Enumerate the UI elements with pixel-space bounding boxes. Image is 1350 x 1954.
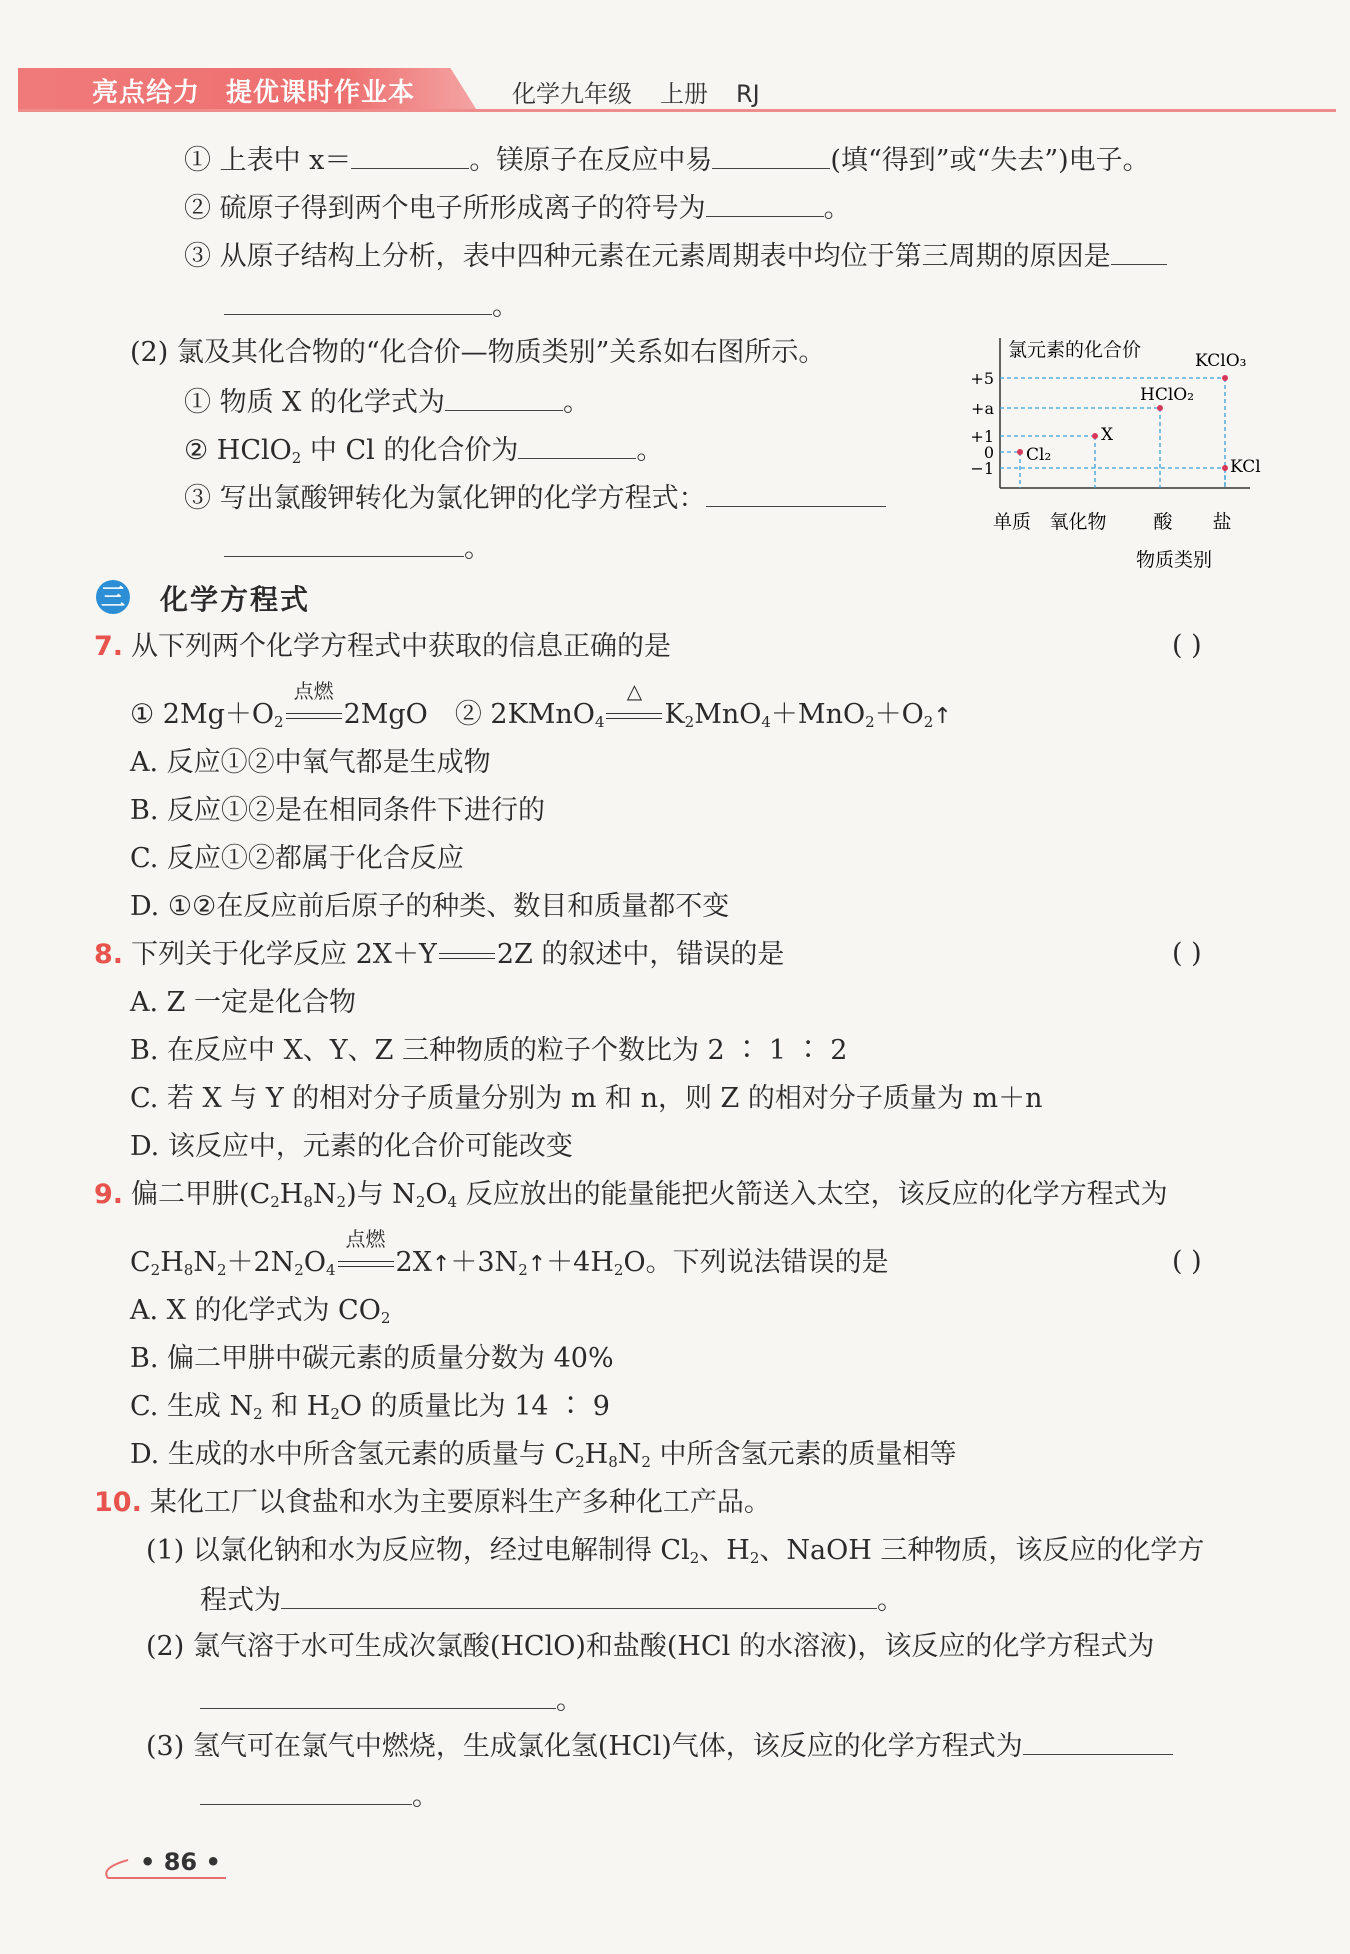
q9-option-d[interactable]: D. 生成的水中所含氢元素的质量与 $C_2H_8N_2$ 中所含氢元素的质量相等 xyxy=(130,1439,957,1471)
q6-sub2 xyxy=(184,190,851,226)
q6-sub1-a: ① 上表中 x＝ xyxy=(184,145,352,176)
reaction-condition xyxy=(604,679,664,732)
q8-option-d[interactable]: D. 该反应中，元素的化合价可能改变 xyxy=(130,1131,573,1162)
page-number: • 86 • xyxy=(140,1848,221,1876)
q7-stem-text: 从下列两个化学方程式中获取的信息正确的是 xyxy=(131,631,672,662)
gas-arrow-icon: ↑ xyxy=(431,1252,451,1277)
point-label: HClO₂ xyxy=(1140,385,1195,405)
brand-series: 提优课时作业本 xyxy=(226,78,416,108)
header-subject xyxy=(512,74,788,109)
subject-volume: 上册 xyxy=(660,80,708,108)
q8-option-b[interactable]: B. 在反应中 X、Y、Z 三种物质的粒子个数比为 2 ∶ 1 ∶ 2 xyxy=(130,1035,848,1066)
period: 。 xyxy=(492,291,519,322)
y-tick-labels xyxy=(970,369,994,478)
header-rule xyxy=(18,109,1336,112)
answer-blank[interactable] xyxy=(351,142,469,169)
point-label: Cl₂ xyxy=(1026,445,1052,465)
q10-stem-text: 某化工厂以食盐和水为主要原料生产多种化工产品。 xyxy=(149,1487,771,1518)
q10-part1-cont xyxy=(200,1582,904,1618)
y-tick-label: +5 xyxy=(970,369,994,388)
q9-equation: $C_2H_8N_2+2N_2O_4$ 点燃 $2X↑+3N_2↑+4H_2O$。下列说法错误的是 xyxy=(130,1246,889,1287)
answer-blank[interactable] xyxy=(1023,1728,1173,1755)
period: 。 xyxy=(412,1781,439,1812)
brand-name: 亮点给力 xyxy=(92,78,201,108)
question-number: 10. xyxy=(94,1487,142,1518)
answer-blank[interactable] xyxy=(706,480,886,507)
x-tick-label: 单质 xyxy=(992,511,1032,533)
y-tick-label: −1 xyxy=(970,459,994,478)
q8-stem-b: 2Z 的叙述中，错误的是 xyxy=(496,939,785,970)
data-points xyxy=(1017,351,1261,477)
x-tick-label: 酸 xyxy=(1153,511,1173,533)
question-number: 8. xyxy=(94,939,124,970)
q10-part2-cont xyxy=(200,1682,583,1718)
gas-arrow-icon: ↑ xyxy=(933,704,952,729)
reaction-condition xyxy=(284,679,344,732)
answer-blank[interactable] xyxy=(445,384,563,411)
q6-part2-sub2 xyxy=(184,432,663,475)
data-point xyxy=(1222,465,1228,471)
period: 。 xyxy=(556,1685,583,1716)
q6-part2-sub3-cont xyxy=(224,530,491,566)
subject-grade: 化学九年级 xyxy=(512,80,632,108)
q6-part2: (2) 氯及其化合物的“化合价—物质类别”关系如右图所示。 xyxy=(130,337,826,368)
q6-sub3 xyxy=(184,238,1167,274)
y-tick-label: +1 xyxy=(970,427,994,446)
q6-sub3-cont xyxy=(224,288,519,324)
period: 。 xyxy=(636,435,664,466)
q7-stem xyxy=(94,630,671,664)
reaction-condition xyxy=(336,1227,396,1280)
point-label: X xyxy=(1101,425,1114,445)
q7-equations: ① $2Mg+O_2$ 点燃 2MgO ② 2KMnO$_4$ △ $K_2MnO_4+MnO_2+O_2↑$ xyxy=(130,698,952,739)
data-point xyxy=(1222,375,1228,381)
q7-option-c[interactable]: C. 反应①②都属于化合反应 xyxy=(130,843,464,874)
q10-p3-text: (3) 氢气可在氯气中燃烧，生成氯化氢(HCl)气体，该反应的化学方程式为 xyxy=(146,1731,1023,1762)
q7-option-b[interactable]: B. 反应①②是在相同条件下进行的 xyxy=(130,795,546,826)
condition-label: 点燃 xyxy=(345,1227,386,1251)
equals-sign xyxy=(437,938,497,972)
y-tick-label: +a xyxy=(971,399,994,418)
subject-edition: RJ xyxy=(736,80,760,108)
q6-part2-sub1 xyxy=(184,384,590,420)
period: 。 xyxy=(823,193,851,224)
q9-option-b[interactable]: B. 偏二甲肼中碳元素的质量分数为 40% xyxy=(130,1343,614,1374)
question-number: 7. xyxy=(94,631,124,662)
answer-blank[interactable] xyxy=(281,1582,877,1609)
q8-stem xyxy=(94,938,784,972)
data-point xyxy=(1017,449,1023,455)
q6-sub1 xyxy=(184,142,1150,178)
answer-blank[interactable] xyxy=(224,530,464,557)
q10-part1: (1) 以氯化钠和水为反应物，经过电解制得 $Cl_2$、$H_2$、NaOH 三种物质，该反应的化学方 xyxy=(146,1535,1205,1567)
answer-blank[interactable] xyxy=(706,190,824,217)
q10-p1-text: 程式为 xyxy=(200,1585,281,1616)
period: 。 xyxy=(877,1585,904,1616)
section-icon: 三 xyxy=(96,580,130,614)
q7-option-d[interactable]: D. ①②在反应前后原子的种类、数目和质量都不变 xyxy=(130,891,730,922)
q6-sub1-b: 。镁原子在反应中易 xyxy=(469,145,713,176)
valence-chart xyxy=(950,328,1270,578)
q7-option-a[interactable]: A. 反应①②中氧气都是生成物 xyxy=(130,747,491,778)
q9-option-c-end: 的质量比为 14 ∶ 9 xyxy=(362,1391,610,1422)
answer-blank[interactable] xyxy=(200,1682,556,1709)
q8-option-a[interactable]: A. Z 一定是化合物 xyxy=(130,987,357,1018)
x-tick-label: 氧化物 xyxy=(1049,511,1107,533)
section-title: 化学方程式 xyxy=(160,583,311,616)
answer-blank[interactable] xyxy=(1111,238,1167,265)
q6-sub2-text: ② 硫原子得到两个电子所形成离子的符号为 xyxy=(184,193,706,224)
q10-part3 xyxy=(146,1728,1173,1764)
data-point xyxy=(1092,433,1098,439)
x-tick-label: 盐 xyxy=(1212,511,1232,533)
answer-blank[interactable] xyxy=(518,432,636,459)
y-tick-label: 0 xyxy=(983,443,994,462)
subscript: 2 xyxy=(291,449,302,467)
q10-part3-cont xyxy=(200,1778,439,1814)
question-number: 9. xyxy=(94,1179,124,1210)
q6-p2-3-text: ③ 写出氯酸钾转化为氯化钾的化学方程式： xyxy=(184,483,706,514)
q9-answer-paren[interactable]: ( ) xyxy=(1172,1246,1202,1277)
answer-blank[interactable] xyxy=(224,288,492,315)
gas-arrow-icon: ↑ xyxy=(527,1252,547,1277)
q6-p2-1-text: ① 物质 X 的化学式为 xyxy=(184,387,445,418)
period: 。 xyxy=(562,387,590,418)
q6-p2-2-b: 中 Cl 的化合价为 xyxy=(301,435,519,466)
q6-sub3-text: ③ 从原子结构上分析，表中四种元素在元素周期表中均位于第三周期的原因是 xyxy=(184,241,1111,272)
answer-blank[interactable] xyxy=(200,1778,412,1805)
q9-stem-end: 。下列说法错误的是 xyxy=(645,1247,889,1278)
condition-label: △ xyxy=(626,679,643,703)
point-label: KClO₃ xyxy=(1195,351,1247,371)
q6-p2-2-a: ② HClO xyxy=(184,435,292,466)
q9-option-a[interactable]: A. X 的化学式为 $CO_2$ xyxy=(130,1295,391,1327)
q9-option-c[interactable]: C. 生成 $N_2$ 和 $H_2O$ 的质量比为 14 ∶ 9 xyxy=(130,1391,610,1423)
q6-sub1-c: (填“得到”或“失去”)电子。 xyxy=(830,145,1150,176)
header-brand xyxy=(92,72,441,109)
q10-part2: (2) 氯气溶于水可生成次氯酸(HClO)和盐酸(HCl 的水溶液)，该反应的化学方程式为 xyxy=(146,1631,1155,1662)
q9-stem: 9. 偏二甲肼$(C_2H_8N_2)$与 $N_2O_4$ 反应放出的能量能把火箭送入太空，该反应的化学方程式为 xyxy=(94,1179,1168,1211)
y-axis-label: 氯元素的化合价 xyxy=(1008,339,1142,361)
q6-part2-sub3 xyxy=(184,480,886,516)
point-label: KCl xyxy=(1230,457,1261,477)
period: 。 xyxy=(464,533,491,564)
data-point xyxy=(1157,405,1163,411)
q10-stem xyxy=(94,1486,771,1520)
condition-label: 点燃 xyxy=(293,679,334,703)
q8-answer-paren[interactable]: ( ) xyxy=(1172,938,1202,969)
q8-stem-a: 下列关于化学反应 2X＋Y xyxy=(131,939,437,970)
answer-blank[interactable] xyxy=(712,142,830,169)
x-tick-labels xyxy=(993,511,1232,533)
x-axis-label: 物质类别 xyxy=(1136,549,1213,571)
q8-option-c[interactable]: C. 若 X 与 Y 的相对分子质量分别为 m 和 n，则 Z 的相对分子质量为 m＋n xyxy=(130,1083,1043,1114)
q7-answer-paren[interactable]: ( ) xyxy=(1172,630,1202,661)
